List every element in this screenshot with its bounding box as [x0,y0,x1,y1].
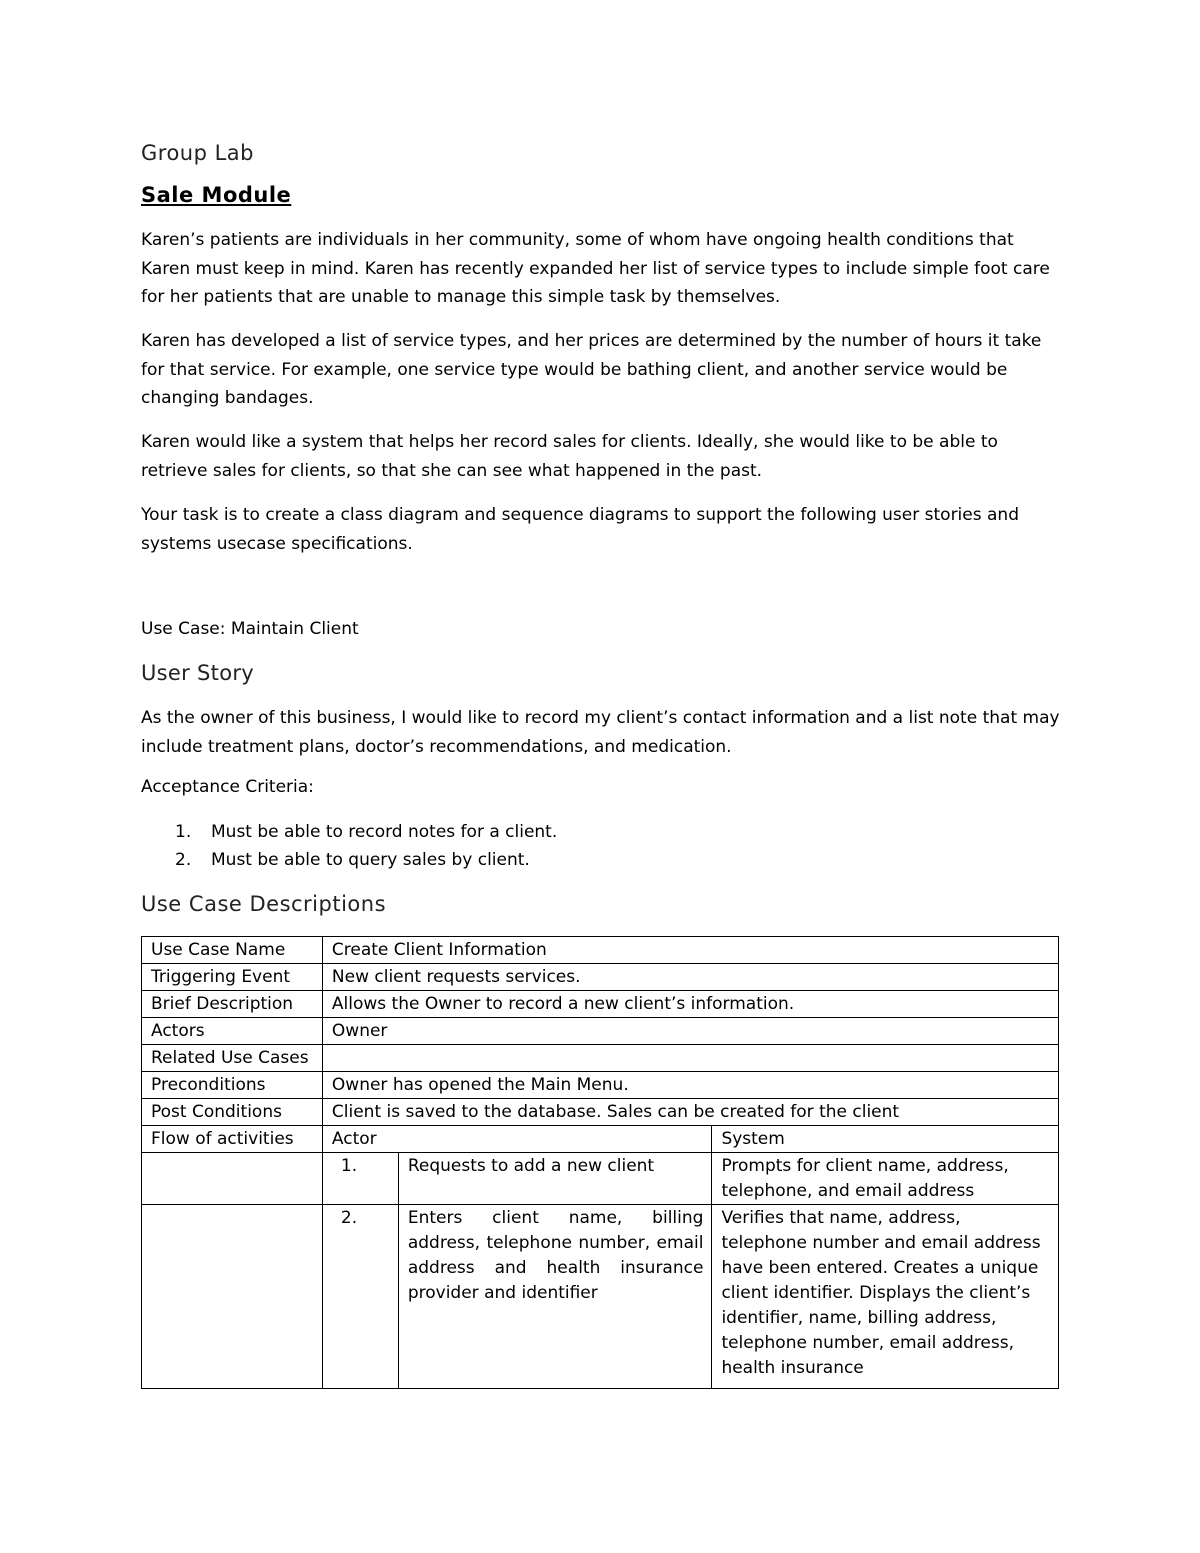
flow-step-row [142,1153,1059,1205]
row-value: Create Client Information [322,937,1058,964]
acceptance-criteria-label: Acceptance Criteria: [141,777,314,797]
table-row [142,1072,1059,1099]
row-label: Post Conditions [142,1099,323,1126]
row-label: Triggering Event [142,964,323,991]
flow-step-row [142,1205,1059,1389]
step-number: 2. [322,1205,398,1389]
criteria-text: Must be able to query sales by client. [211,850,530,870]
user-story-heading: User Story [141,661,255,685]
table-row [142,937,1059,964]
module-heading: Sale Module [141,183,292,207]
use-case-title: Use Case: Maintain Client [141,619,359,639]
intro-paragraph-3: Karen would like a system that helps her record sales for clients. Ideally, she would like to be able to retrieve sales for clients, so that she can see what happened in the past. [141,432,998,481]
system-header: System [712,1126,1059,1153]
task-paragraph: Your task is to create a class diagram and sequence diagrams to support the following user stories and systems usecase specifications. [141,505,1019,554]
step-number: 1. [322,1153,398,1205]
row-label: Use Case Name [142,937,323,964]
row-value: Client is saved to the database. Sales can be created for the client [322,1099,1058,1126]
row-label: Brief Description [142,991,323,1018]
criteria-text: Must be able to record notes for a client. [211,822,558,842]
document-title: Group Lab [141,141,255,165]
flow-label: Flow of activities [142,1126,323,1153]
actor-step: Requests to add a new client [398,1153,712,1205]
criteria-number: 2. [175,850,192,870]
use-case-descriptions-heading: Use Case Descriptions [141,892,387,916]
flow-header-row [142,1126,1059,1153]
table-row [142,1099,1059,1126]
empty-cell [142,1205,323,1389]
criteria-number: 1. [175,822,192,842]
empty-cell [142,1153,323,1205]
table-row [142,1045,1059,1072]
row-value: Allows the Owner to record a new client’s information. [322,991,1058,1018]
row-label: Related Use Cases [142,1045,323,1072]
actor-step: Enters client name, billing address, telephone number, email address and health insurance provider and identifier [398,1205,712,1389]
use-case-table [141,936,1059,1389]
intro-paragraph-2: Karen has developed a list of service types, and her prices are determined by the number of hours it take for that service. For example, one service type would be bathing client, and another service would be changing bandages. [141,331,1042,408]
row-label: Preconditions [142,1072,323,1099]
row-value: New client requests services. [322,964,1058,991]
system-step: Verifies that name, address, telephone number and email address have been entered. Creates a unique client identifier. Displays the client’s identifier, name, billing address, telephone number, email address, health insurance [712,1205,1059,1389]
system-step: Prompts for client name, address, telephone, and email address [712,1153,1059,1205]
table-row [142,964,1059,991]
row-value [322,1045,1058,1072]
row-value: Owner [322,1018,1058,1045]
table-row [142,1018,1059,1045]
row-label: Actors [142,1018,323,1045]
row-value: Owner has opened the Main Menu. [322,1072,1058,1099]
intro-paragraph-1: Karen’s patients are individuals in her community, some of whom have ongoing health conditions that Karen must keep in mind. Karen has recently expanded her list of service types to include simple foot care for her patients that are unable to manage this simple task by themselves. [141,230,1050,307]
table-row [142,991,1059,1018]
actor-header: Actor [322,1126,712,1153]
user-story-text: As the owner of this business, I would like to record my client’s contact information and a list note that may include treatment plans, doctor’s recommendations, and medication. [141,708,1060,757]
